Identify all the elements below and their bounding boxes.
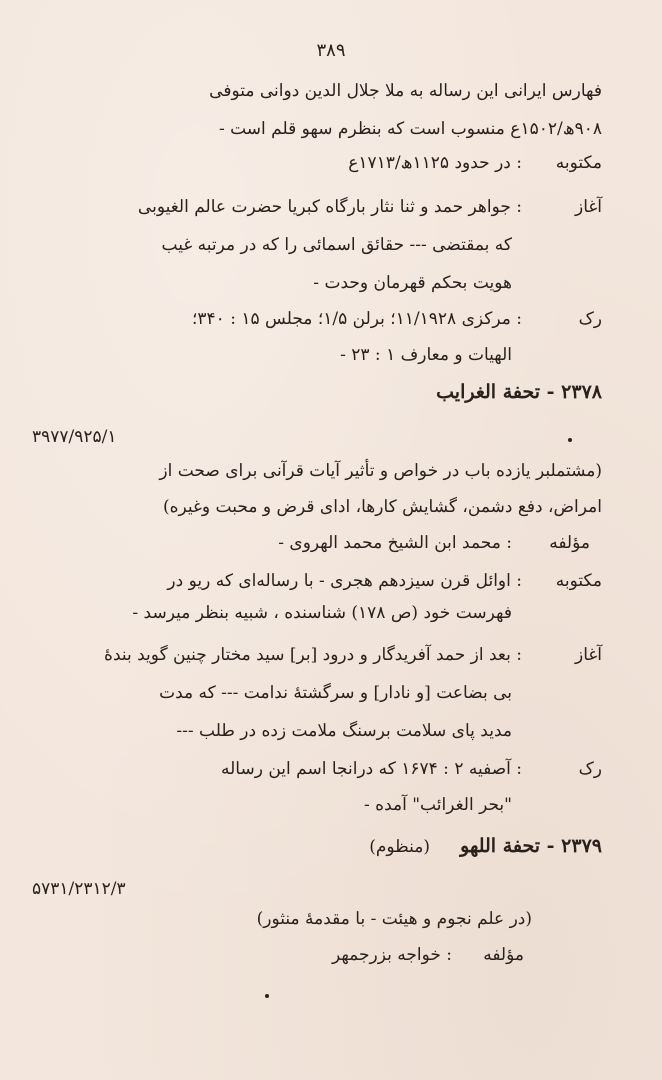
prev-written-label: مکتوبه bbox=[555, 153, 602, 173]
entry-2378-beginning-line-2: بی بضاعت [و نادار] و سرگشتهٔ ندامت --- که مدت bbox=[159, 683, 512, 703]
prev-beginning-line-3: هویت بحکم قهرمان وحدت - bbox=[313, 273, 512, 293]
entry-2378-written-label: مکتوبه bbox=[555, 571, 602, 591]
intro-line-2: ۹۰۸ھ/۱۵۰۲ع منسوب است که بنظرم سهو قلم است - bbox=[218, 119, 602, 139]
prev-refs-line-1: : مرکزی ۱۱/۱۹۲۸؛ برلن ۱/۵؛ مجلس ۱۵ : ۳۴۰؛ bbox=[192, 309, 522, 329]
prev-refs-label: رک bbox=[578, 309, 602, 329]
entry-2379-desc-line-1: (در علم نجوم و هیئت - با مقدمهٔ منثور) bbox=[256, 909, 532, 929]
entry-2378-beginning-line-3: مدید پای سلامت برسنگ ملامت زده در طلب --- bbox=[176, 721, 512, 741]
page-number: ۳۸۹ bbox=[316, 40, 346, 61]
prev-beginning-label: آغاز bbox=[574, 197, 602, 217]
entry-2378-beginning-label: آغاز bbox=[574, 645, 602, 665]
entry-2378-written-line-1: : اوائل قرن سیزدهم هجری - با رساله‌ای که ریو در bbox=[167, 571, 522, 591]
prev-refs-line-2: الهیات و معارف ۱ : ۲۳ - bbox=[340, 345, 512, 365]
intro-line-1: فهارس ایرانی این رساله به ملا جلال الدین دوانی متوفی bbox=[209, 81, 602, 101]
entry-2379-author-text: : خواجه بزرجمهر bbox=[331, 945, 452, 965]
prev-beginning-line-1: : جواهر حمد و ثنا نثار بارگاه کبریا حضرت عالم الغیوبی bbox=[137, 197, 522, 217]
entry-2378-heading: ۲۳۷۸ - تحفة الغرایب bbox=[436, 381, 602, 403]
entry-2378-desc-line-2: امراض، دفع دشمن، گشایش کارها، ادای قرض و محبت وغیره) bbox=[162, 497, 602, 517]
prev-beginning-line-2: که بمقتضی --- حقائق اسمائی را که در مرتبه غیب bbox=[161, 235, 512, 255]
ink-dot bbox=[568, 438, 572, 442]
entry-2378-refs-line-1: : آصفیه ۲ : ۱۶۷۴ که درانجا اسم این رساله bbox=[221, 759, 522, 779]
prev-written-text: : در حدود ۱۱۲۵ھ/۱۷۱۳ع bbox=[348, 153, 522, 173]
entry-2379-heading-note: (منظوم) bbox=[369, 837, 430, 857]
entry-2378-author-label: مؤلفه bbox=[549, 533, 590, 553]
entry-2378-refs-label: رک bbox=[578, 759, 602, 779]
entry-2378-beginning-line-1: : بعد از حمد آفریدگار و درود [بر] سید مختار چنین گوید بندهٔ bbox=[104, 645, 522, 665]
ink-dot-bottom bbox=[265, 994, 269, 998]
entry-2379-author-label: مؤلفه bbox=[483, 945, 524, 965]
entry-2378-author-text: : محمد ابن الشیخ محمد الهروی - bbox=[278, 533, 512, 553]
entry-2378-refs-line-2: "بحر الغرائب" آمده - bbox=[364, 795, 512, 815]
entry-2378-shelfmark: ۳۹۷۷/۹۲۵/۱ bbox=[32, 427, 117, 447]
entry-2379-heading: ۲۳۷۹ - تحفة اللهو bbox=[460, 835, 602, 857]
entry-2378-desc-line-1: (مشتملبر یازده باب در خواص و تأثیر آیات قرآنی برای صحت از bbox=[159, 461, 602, 481]
entry-2378-written-line-2: فهرست خود (ص ۱۷۸) شناسنده ، شبیه بنظر میرسد - bbox=[132, 603, 512, 623]
entry-2379-shelfmark: ۵۷۳۱/۲۳۱۲/۳ bbox=[32, 879, 126, 899]
